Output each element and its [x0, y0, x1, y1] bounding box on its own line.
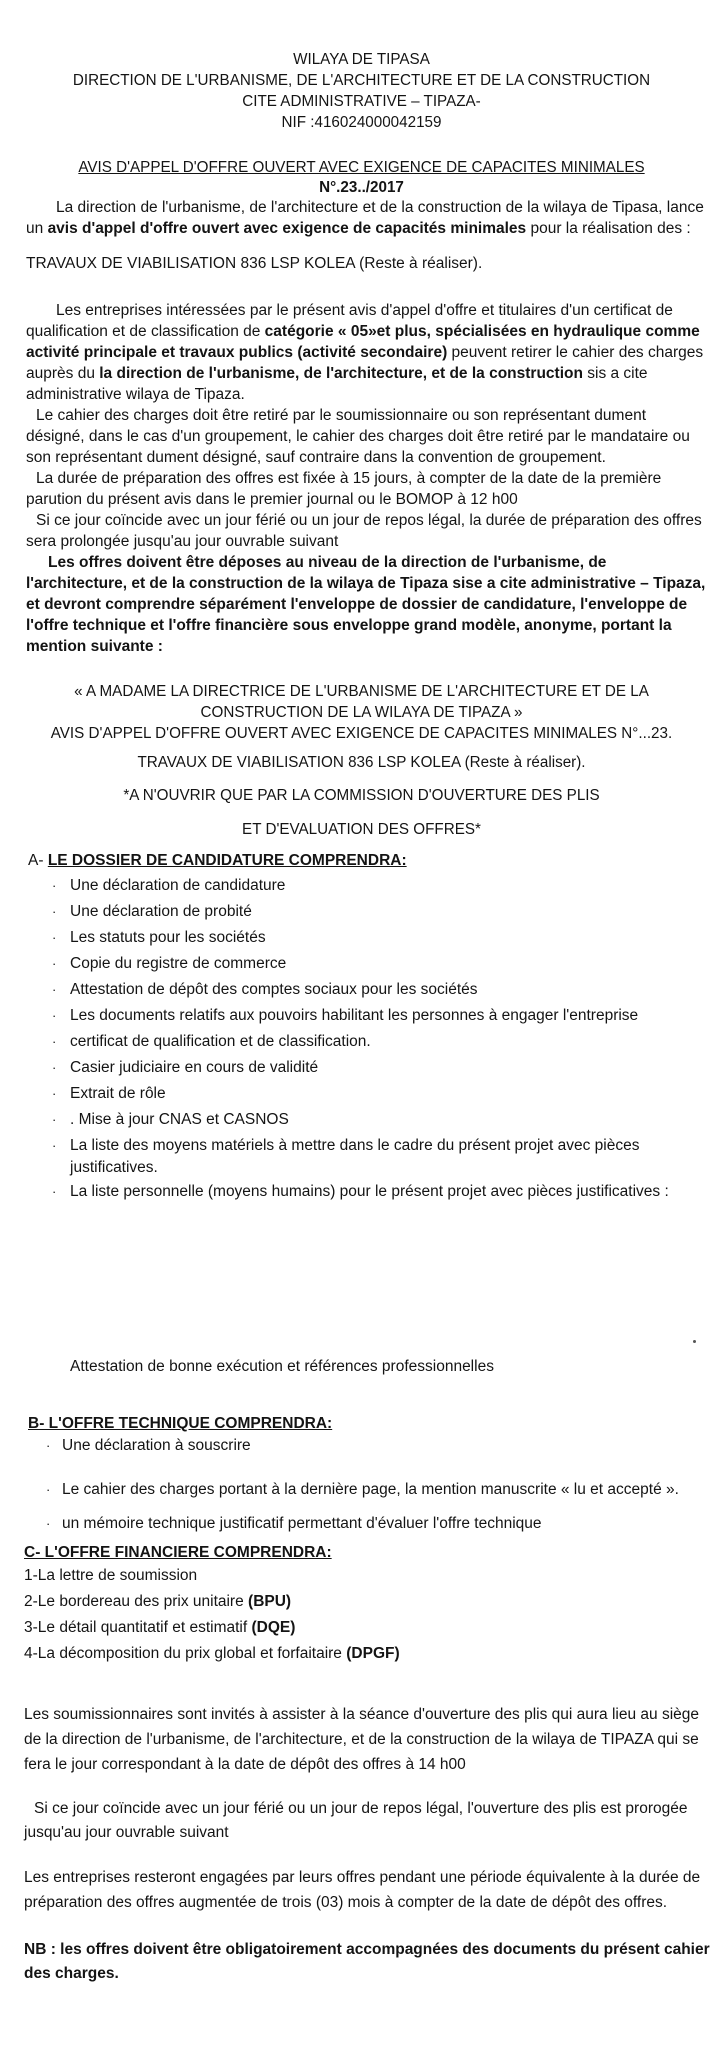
mention-line-1: « A MADAME LA DIRECTRICE DE L'URBANISME DE L'ARCHITECTURE ET DE LA	[74, 683, 649, 700]
section-a-bullet: ·	[52, 982, 57, 997]
header-address: CITE ADMINISTRATIVE – TIPAZA-	[242, 93, 481, 110]
project-name: TRAVAUX DE VIABILISATION 836 LSP KOLEA (Reste à réaliser).	[26, 255, 483, 272]
para3-line-2: parution du présent avis dans le premier journal ou le BOMOP à 12 h00	[26, 491, 518, 508]
intro-line-1: La direction de l'urbanisme, de l'architecture et de la construction de la wilaya de Tipasa, lance	[56, 199, 704, 216]
section-c-item-1: 1-La lettre de soumission	[24, 1567, 198, 1584]
section-b-item-1: Une déclaration à souscrire	[62, 1437, 251, 1454]
mention-commission-2: ET D'EVALUATION DES OFFRES*	[242, 821, 481, 838]
section-a-item: Une déclaration de probité	[70, 903, 252, 920]
section-a-item: Extrait de rôle	[70, 1085, 166, 1102]
section-a-item: La liste des moyens matériels à mettre dans le cadre du présent projet avec pièces	[70, 1137, 640, 1154]
section-a-item: Les documents relatifs aux pouvoirs habilitant les personnes à engager l'entreprise	[70, 1007, 639, 1024]
notice-title: AVIS D'APPEL D'OFFRE OUVERT AVEC EXIGENCE DE CAPACITES MINIMALES	[78, 159, 645, 176]
nb-line-1: NB : les offres doivent être obligatoirement accompagnées des documents du présent cahier	[24, 1941, 710, 1958]
section-b-bullet-3: ·	[46, 1516, 51, 1531]
section-c-item-3: 3-Le détail quantitatif et estimatif (DQE)	[24, 1619, 296, 1636]
section-b-bullet-2: ·	[46, 1482, 51, 1497]
section-b-title: B- L'OFFRE TECHNIQUE COMPRENDRA:	[28, 1415, 333, 1432]
header-wilaya: WILAYA DE TIPASA	[293, 51, 430, 68]
closing-p2-line-2: jusqu'au jour ouvrable suivant	[24, 1824, 229, 1841]
section-a-bullet: ·	[52, 1060, 57, 1075]
section-a-bullet: ·	[52, 904, 57, 919]
section-a-bullet: ·	[52, 878, 57, 893]
mention-commission-1: *A N'OUVRIR QUE PAR LA COMMISSION D'OUVERTURE DES PLIS	[123, 787, 600, 804]
para3-line-1: La durée de préparation des offres est fixée à 15 jours, à compter de la date de la première	[36, 470, 662, 487]
para2-line-3: son représentant dument désigné, sauf contraire dans la convention de groupement.	[26, 449, 606, 466]
section-a-bullet: ·	[52, 1086, 57, 1101]
section-a-item: La liste personnelle (moyens humains) pour le présent projet avec pièces justificatives :	[70, 1183, 669, 1200]
section-a-item: . Mise à jour CNAS et CASNOS	[70, 1111, 289, 1128]
para1-line-5: administrative wilaya de Tipaza.	[26, 386, 245, 403]
para1-line-4: auprès du la direction de l'urbanisme, de l'architecture, et de la construction sis a cite	[26, 365, 648, 382]
para5-line-1: Les offres doivent être déposes au niveau de la direction de l'urbanisme, de	[48, 554, 607, 571]
section-a-cut-item: Attestation de bonne exécution et références professionnelles	[70, 1358, 494, 1375]
mention-line-2: CONSTRUCTION DE LA WILAYA DE TIPAZA »	[200, 704, 523, 721]
closing-p1-line-3: fera le jour correspondant à la date de dépôt des offres à 14 h00	[24, 1756, 466, 1773]
para1-line-1: Les entreprises intéressées par le présent avis d'appel d'offre et titulaires d'un certificat de	[56, 302, 673, 319]
section-a-item: Attestation de dépôt des comptes sociaux pour les sociétés	[70, 981, 478, 998]
para4-line-2: sera prolongée jusqu'au jour ouvrable suivant	[26, 533, 339, 550]
header-nif: NIF :416024000042159	[281, 114, 442, 131]
section-b-bullet-1: ·	[46, 1438, 51, 1453]
section-a-item: Copie du registre de commerce	[70, 955, 287, 972]
closing-p2-line-1: Si ce jour coïncide avec un jour férié ou un jour de repos légal, l'ouverture des plis est prorogée	[34, 1800, 688, 1817]
section-b-item-3: un mémoire technique justificatif permettant d'évaluer l'offre technique	[62, 1515, 542, 1532]
section-a-bullet: ·	[52, 1008, 57, 1023]
section-a-item: Les statuts pour les sociétés	[70, 929, 266, 946]
section-a-bullet: ·	[52, 1034, 57, 1049]
section-c-item-2: 2-Le bordereau des prix unitaire (BPU)	[24, 1593, 292, 1610]
para2-line-2: désigné, dans le cas d'un groupement, le cahier des charges doit être retiré par le mandataire ou	[26, 428, 690, 445]
mention-project: TRAVAUX DE VIABILISATION 836 LSP KOLEA (Reste à réaliser).	[137, 754, 586, 771]
notice-number: N°.23../2017	[319, 179, 404, 196]
para1-line-2: qualification et de classification de catégorie « 05»et plus, spécialisées en hydraulique comme	[26, 323, 700, 340]
section-a-bullet: ·	[52, 1184, 57, 1199]
section-a-item: certificat de qualification et de classification.	[70, 1033, 371, 1050]
closing-p3-line-2: préparation des offres augmentée de trois (03) mois à compter de la date de dépôt des offres.	[24, 1894, 668, 1911]
section-a-bullet: ·	[52, 930, 57, 945]
para5-line-5: mention suivante :	[26, 638, 163, 655]
section-a-item: Une déclaration de candidature	[70, 877, 286, 894]
section-a-bullet: ·	[52, 1138, 57, 1153]
nb-line-2: des charges.	[24, 1965, 119, 1982]
intro-line-2: un avis d'appel d'offre ouvert avec exigence de capacités minimales pour la réalisation des :	[26, 220, 691, 237]
closing-p3-line-1: Les entreprises resteront engagées par leurs offres pendant une période équivalente à la durée de	[24, 1869, 701, 1886]
section-a-item: Casier judiciaire en cours de validité	[70, 1059, 319, 1076]
para5-line-2: l'architecture, et de la construction de la wilaya de Tipaza sise a cite administrative – Tipaza,	[26, 575, 706, 592]
section-b-item-2: Le cahier des charges portant à la dernière page, la mention manuscrite « lu et accepté ».	[62, 1481, 679, 1498]
section-c-item-4: 4-La décomposition du prix global et forfaitaire (DPGF)	[24, 1645, 400, 1662]
mention-line-3: AVIS D'APPEL D'OFFRE OUVERT AVEC EXIGENCE DE CAPACITES MINIMALES N°...23.	[50, 725, 673, 742]
header-direction: DIRECTION DE L'URBANISME, DE L'ARCHITECTURE ET DE LA CONSTRUCTION	[72, 72, 651, 89]
closing-p1-line-2: de la direction de l'urbanisme, de l'architecture, et de la construction de la wilaya de TIPAZA qui se	[24, 1731, 699, 1748]
para1-line-3: activité principale et travaux publics (activité secondaire) peuvent retirer le cahier des charges	[26, 344, 704, 361]
section-a-bullet: ·	[52, 1112, 57, 1127]
section-a-bullet: ·	[52, 956, 57, 971]
section-c-title: C- L'OFFRE FINANCIERE COMPRENDRA:	[24, 1544, 332, 1561]
section-a-item-continuation: justificatives.	[70, 1159, 158, 1176]
para2-line-1: Le cahier des charges doit être retiré par le soumissionnaire ou son représentant dument	[36, 407, 647, 424]
para4-line-1: Si ce jour coïncide avec un jour férié ou un jour de repos légal, la durée de préparation des offres	[36, 512, 702, 529]
section-a-title: A- LE DOSSIER DE CANDIDATURE COMPRENDRA:	[28, 852, 407, 869]
para5-line-3: et devront comprendre séparément l'enveloppe de dossier de candidature, l'enveloppe de	[26, 596, 688, 613]
speck-mark	[693, 1340, 696, 1343]
closing-p1-line-1: Les soumissionnaires sont invités à assister à la séance d'ouverture des plis qui aura lieu au siège	[24, 1706, 699, 1723]
para5-line-4: l'offre technique et l'offre financière sous enveloppe grand modèle, anonyme, portant la	[26, 617, 672, 634]
